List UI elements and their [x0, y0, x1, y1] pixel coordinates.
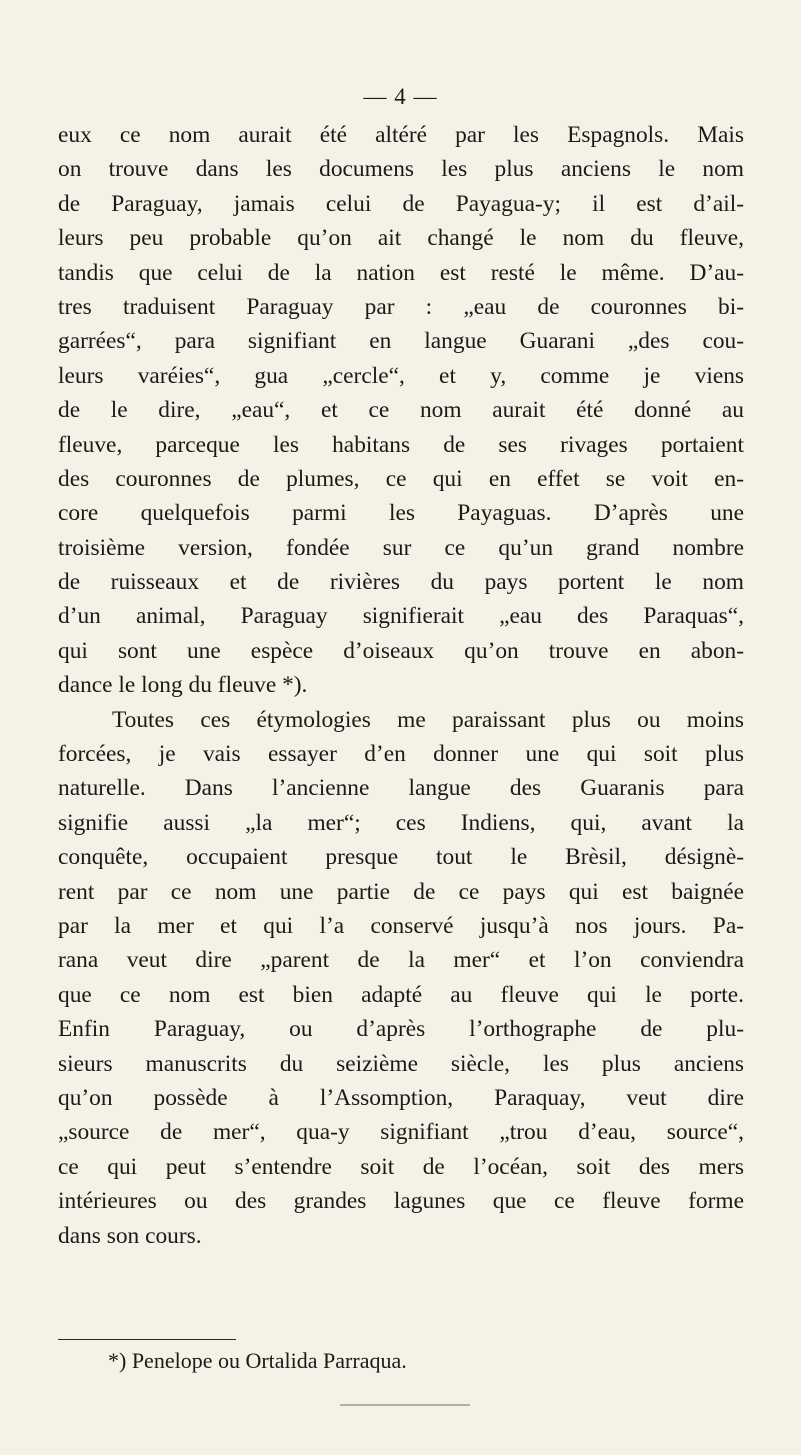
text-line: ce qui peut s’entendre soit de l’océan, soit des mers	[58, 1153, 744, 1180]
text-line: que ce nom est bien adapté au fleuve qui le porte.	[58, 981, 744, 1008]
text-line: des couronnes de plumes, ce qui en effet se voit en-	[58, 465, 744, 492]
text-line: de ruisseaux et de rivières du pays portent le nom	[58, 569, 744, 596]
text-line: rent par ce nom une partie de ce pays qui est baignée	[58, 878, 744, 905]
bottom-ornament-rule	[340, 1404, 470, 1406]
text-line: leurs varéies“, gua „cercle“, et y, comme je viens	[58, 362, 744, 389]
footnote: *) Penelope ou Ortalida Parraqua.	[108, 1348, 407, 1373]
text-line: rana veut dire „parent de la mer“ et l’on conviendra	[58, 947, 744, 974]
body-text	[58, 118, 744, 1253]
text-line: eux ce nom aurait été altéré par les Espagnols. Mais	[58, 122, 744, 148]
text-line: par la mer et qui l’a conservé jusqu’à nos jours. Pa-	[58, 912, 744, 939]
text-line: dans son cours.	[58, 1222, 202, 1249]
page-number-header: — 4 —	[363, 84, 438, 109]
text-line: troisième version, fondée sur ce qu’un grand nombre	[58, 534, 744, 561]
text-line: naturelle. Dans l’ancienne langue des Guaranis para	[58, 775, 744, 802]
text-line: core quelquefois parmi les Payaguas. D’après une	[58, 500, 744, 527]
text-line: signifie aussi „la mer“; ces Indiens, qui, avant la	[58, 809, 744, 836]
text-line: conquête, occupaient presque tout le Brèsil, désignè-	[58, 844, 744, 871]
text-line: de Paraguay, jamais celui de Payagua-y; il est d’ail-	[58, 190, 744, 217]
text-line: Toutes ces étymologies me paraissant plus ou moins	[112, 706, 744, 733]
text-line: Enfin Paraguay, ou d’après l’orthographe de plu-	[58, 1016, 744, 1043]
text-line: leurs peu probable qu’on ait changé le nom du fleuve,	[58, 225, 744, 252]
text-line: tres traduisent Paraguay par : „eau de couronnes bi-	[58, 293, 744, 320]
text-line: d’un animal, Paraguay signifierait „eau des Paraquas“,	[58, 603, 744, 630]
footnote-divider	[58, 1339, 236, 1340]
text-line: de le dire, „eau“, et ce nom aurait été donné au	[58, 397, 744, 424]
text-line: fleuve, parceque les habitans de ses rivages portaient	[58, 431, 744, 458]
text-line: forcées, je vais essayer d’en donner une qui soit plus	[58, 741, 744, 768]
text-line: „source de mer“, qua-y signifiant „trou d’eau, source“,	[58, 1119, 744, 1146]
text-line: intérieures ou des grandes lagunes que ce fleuve forme	[58, 1188, 744, 1215]
text-line: dance le long du fleuve *).	[58, 672, 308, 699]
text-line: tandis que celui de la nation est resté le même. D’au-	[58, 259, 744, 286]
text-line: garrées“, para signifiant en langue Guarani „des cou-	[58, 328, 744, 355]
text-line: qui sont une espèce d’oiseaux qu’on trouve en abon-	[58, 637, 744, 664]
text-line: sieurs manuscrits du seizième siècle, les plus anciens	[58, 1050, 744, 1077]
text-line: on trouve dans les documens les plus anciens le nom	[58, 156, 744, 183]
text-line: qu’on possède à l’Assomption, Paraquay, veut dire	[58, 1084, 744, 1111]
